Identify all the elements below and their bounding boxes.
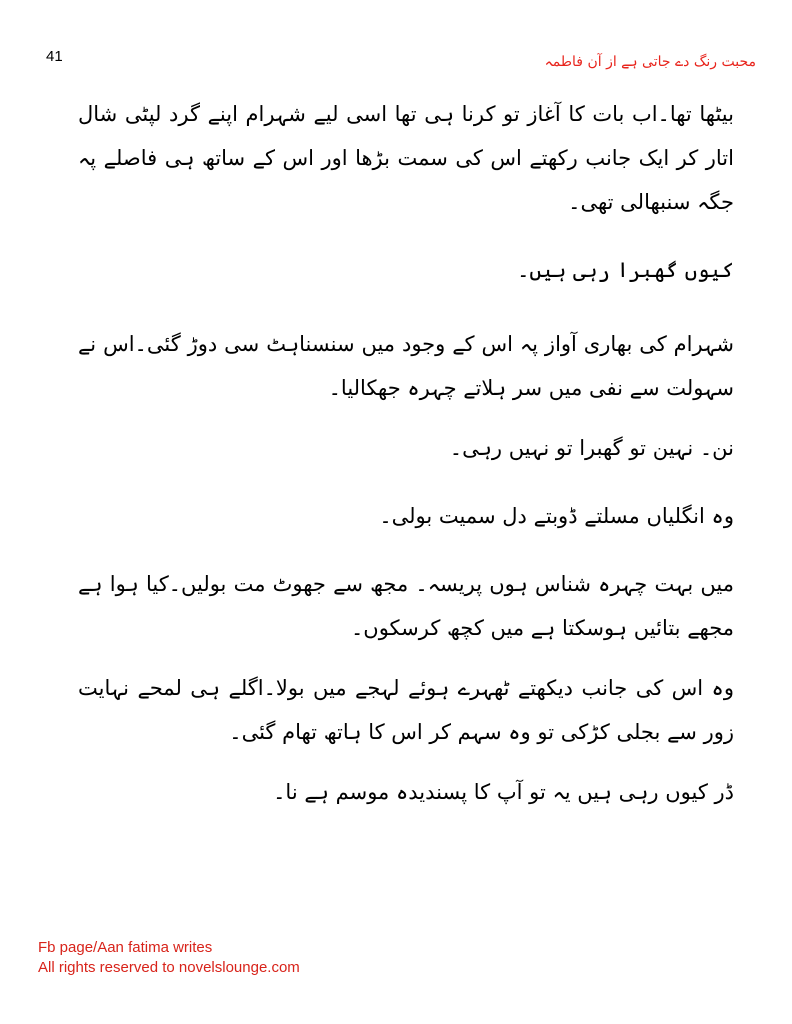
paragraph-2: کیوں گھبرا رہی ہیں۔: [517, 258, 734, 282]
paragraph-3: شہرام کی بھاری آواز پہ اس کے وجود میں سنسناہٹ سی دوڑ گئی۔اس نے سہولت سے نفی میں سر ہلاتے چہرہ جھکالیا۔: [78, 332, 734, 400]
paragraph-6: میں بہت چہرہ شناس ہوں پریسہ۔ مجھ سے جھوٹ مت بولیں۔کیا ہوا ہے مجھے بتائیں ہوسکتا ہے میں کچھ کرسکوں۔: [78, 572, 734, 640]
footer: [38, 938, 300, 978]
paragraph-7: وہ اس کی جانب دیکھتے ٹھہرے ہوئے لہجے میں بولا۔اگلے ہی لمحے نہایت زور سے بجلی کڑکی تو وہ سہم کر اس کا ہاتھ تھام گئی۔: [78, 676, 734, 744]
header-title: محبت رنگ دے جاتی ہے از آن فاطمہ: [544, 54, 756, 70]
footer-fb-page: Fb page/Aan fatima writes: [38, 939, 213, 956]
paragraph-8: ڈر کیوں رہی ہیں یہ تو آپ کا پسندیدہ موسم ہے نا۔: [273, 780, 734, 804]
paragraph-4: نن۔ نہین تو گھبرا تو نہیں رہی۔: [449, 436, 734, 460]
paragraph-1: بیٹھا تھا۔اب بات کا آغاز تو کرنا ہی تھا اسی لیے شہرام اپنے گرد لپٹی شال اتار کر ایک جانب رکھتے اس کی سمت بڑھا اور اس کے ساتھ ہی فاصلے پہ جگہ سنبھالی تھی۔: [78, 102, 734, 214]
paragraph-5: وہ انگلیاں مسلتے ڈوبتے دل سمیت بولی۔: [379, 504, 734, 528]
page-number: 41: [46, 48, 63, 65]
footer-copyright: All rights reserved to novelslounge.com: [38, 959, 300, 976]
body-text: [78, 92, 734, 814]
